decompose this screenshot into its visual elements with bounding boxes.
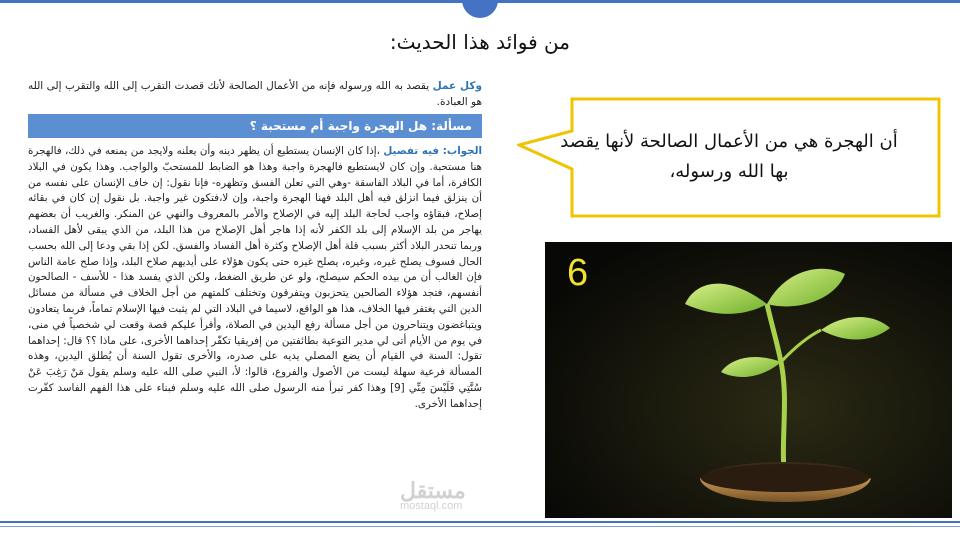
answer-text: ،إذا كان الإنسان يستطيع أن يظهر دينه وأن يعلنه ولايجد من يمنعه في ذلك، فالهجرة هنا مستحبة. وإن كان لايستطيع فالهجرة واجبة وهذا هو الضابط للمستحبّ والواجب. وهذا يكون في البلاد الكافرة، أما في البلاد الفاسقة -وهي التي تعلن الفسق وتظهره- فإنا نقول: إن خاف الإنسان على نفسه من أن ينزلق فيما انزلق فيه أهل البلد فهنا الهجرة واجبة، وإن لا،فتكون غير واجبة. بل نقول إن كان في بقائه إصلاح، فبقاؤه واجب لحاجة البلد إليه في الإصلاح والأمر بالمعروف والنهي عن المنكر. والغريب أن بعضهم يهاجر من بلد الإسلام إلى بلد الكفر لأنه إذا هاجر أهل الإصلاح من هذا البلد، من الذي يبقى لأهل الفساد، وربما تنحدر البلاد أكثر بسبب قلة أهل الإصلاح وكثرة أهل الفساد والفسق. لكن إذا بقي ودعا إلى الله بحسب الحال فسوف يصلح غيره، وغيره، يصلح غيره حتى يكون هؤلاء على أيديهم صلاح البلد، وإذا صلح عامة الناس فإن الغالب أن من بيده الحكم سيصلح، ولو عن طريق الضغط، ولكن الذي يفسد هذا - للأسف - الصالحون أنفسهم، فتجد هؤلاء الصالحين يتحزبون ويتفرقون وتختلف كلمتهم من أجل الخلاف في مسألة من مسائل الدين التي يغتفر فيها الخلاف، هذا هو الواقع، لاسيما في البلاد التي لم يثبت فيها الإسلام تماماً، فربما يتعادون ويتباغضون ويتناحرون من أجل مسألة رفع اليدين في الصلاة، وأقرأ عليكم قصة وقعت لي شخصياً في منى، في يوم من الأيام أتى لي مدير التوعية بطائفتين من إفريقيا تكفّر إحداهما الأخرى، على ماذا ؟؟ قال: إحداهما تقول: السنة في القيام أن يضع المصلي يديه على صدره، والأخرى تقول السنة أن يُطلق اليدين، وهذه المسألة فرعية سهلة ليست من الأصول والفروع، قالوا: لأ، النبي صلى الله عليه وسلم يقول مَنْ رَغِبَ عَنْ سُنَّتِي فَلَيْسَ مِنِّي [9] وهذا كفر تبرأ منه الرسول صلى الله عليه وسلم فبناء على هذا الفهم الفاسد كفّرت إحداهما الأخرى.	[28, 145, 482, 410]
watermark	[400, 478, 466, 512]
intro-text: يقصد به الله ورسوله فإنه من الأعمال الصالحة لأنك قصدت التقرب إلى الله والتقرب إلى الله هو العبادة.	[28, 80, 482, 108]
bottom-accent-line	[0, 521, 960, 523]
question-bar: مسألة: هل الهجرة واجبة أم مستحبة ؟	[28, 114, 482, 138]
document-excerpt	[28, 78, 482, 413]
callout-text: أن الهجرة هي من الأعمال الصالحة لأنها يقصد بها الله ورسوله،	[560, 131, 898, 182]
page-number: 6	[567, 252, 589, 294]
top-accent-tab	[462, 0, 498, 18]
callout-bubble	[517, 97, 942, 219]
plant-photo	[545, 242, 952, 518]
bottom-accent-line-thin	[0, 526, 960, 527]
intro-keyword: وكل عمل	[432, 80, 482, 92]
answer-paragraph	[28, 144, 482, 413]
slide-title: من فوائد هذا الحديث:	[389, 30, 570, 54]
intro-paragraph	[28, 78, 482, 110]
answer-label: الجواب: فيه تفصيل	[383, 145, 482, 157]
watermark-latin: mostaql.com	[400, 500, 463, 512]
watermark-arabic: مستقل	[400, 478, 466, 503]
plant-sprout-icon	[545, 242, 952, 518]
